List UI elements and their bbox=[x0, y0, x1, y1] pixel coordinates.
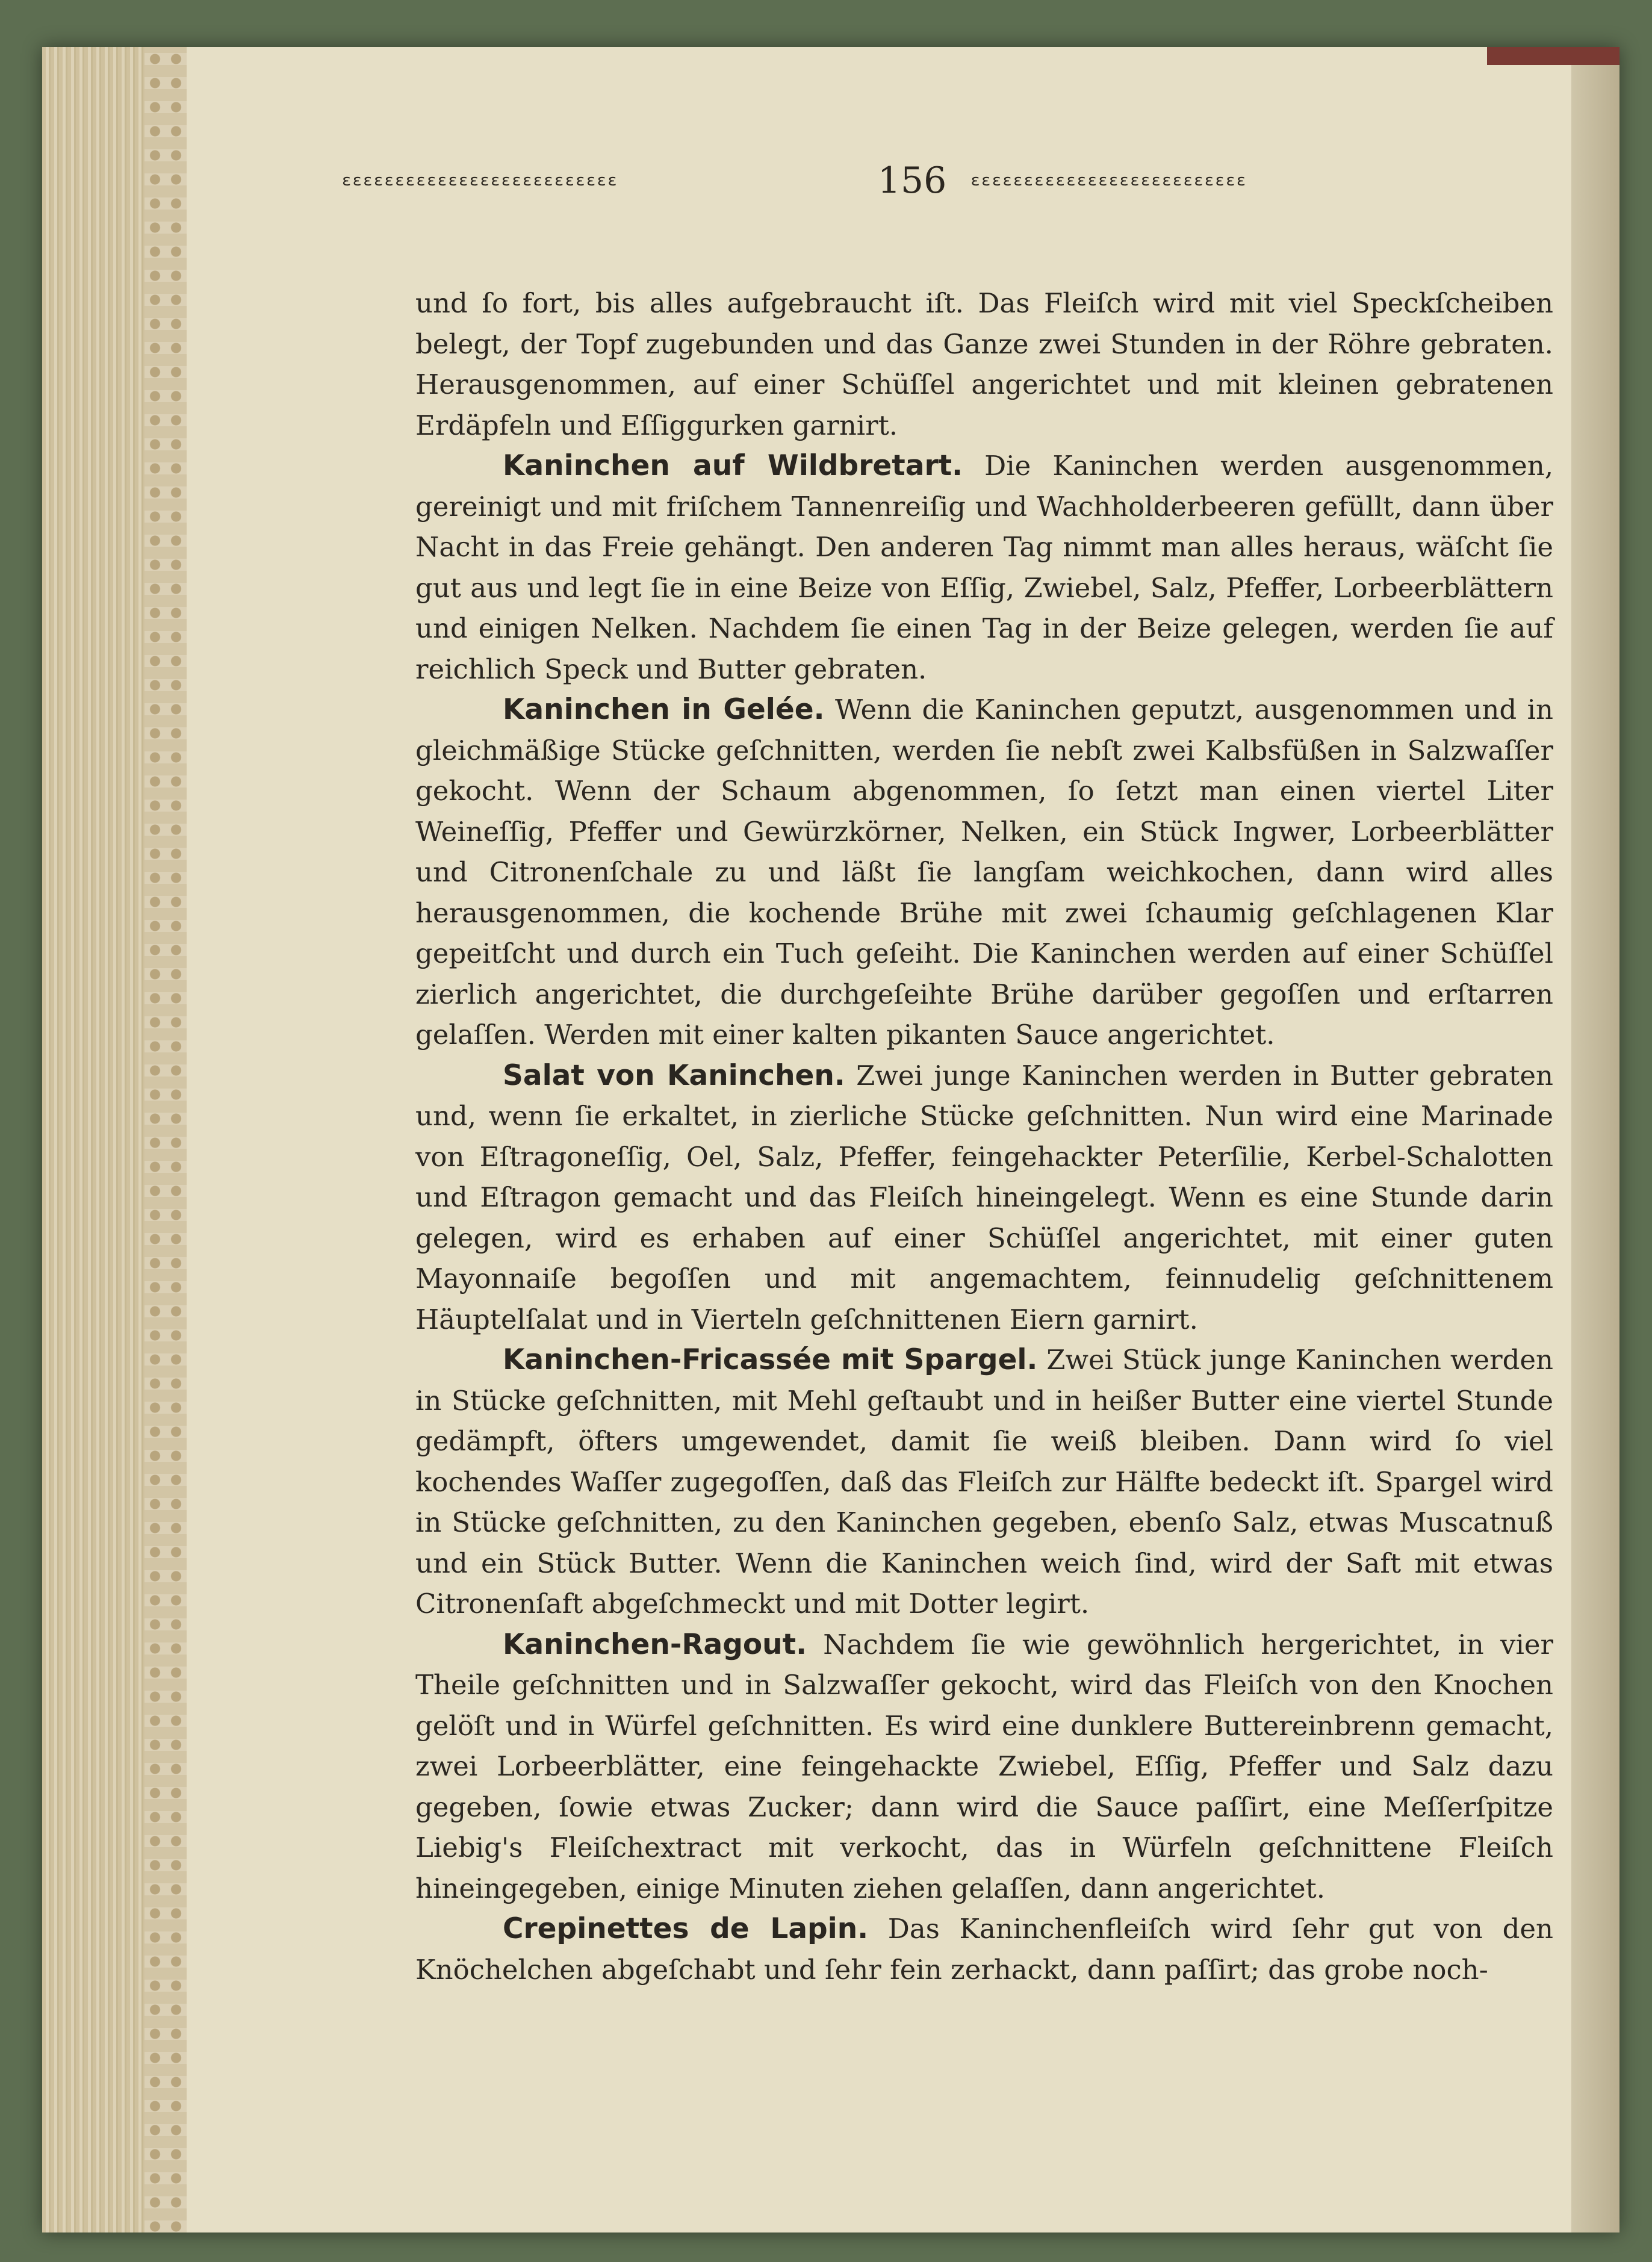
recipe-text: Wenn die Kaninchen geputzt, ausgenommen und in gleichmäßige Stücke geſchnitten, werden ſie nebſt zwei Kalbsfüßen in Salzwaſſer gekocht. Wenn der Schaum abgenommen, ſo ſetzt man einen viertel Liter Weineſſig, Pfeffer und Gewürzkörner, Nelken, ein Stück Ingwer, Lorbeerblätter und Citronenſchale zu und läßt ſie langſam weichkochen, dann wird alles herausgenommen, die kochende Brühe mit zwei ſchaumig geſchlagenen Klar gepeitſcht und durch ein Tuch geſeiht. Die Kaninchen werden auf einer Schüſſel zierlich angerichtet, die durchgeſeihte Brühe darüber gegoſſen und erſtarren gelaſſen. Werden mit einer kalten pikanten Sauce angerichtet. bbox=[415, 694, 1553, 1051]
page-edges bbox=[42, 47, 146, 2232]
recipe-title: Kaninchen-Fricassée mit Spargel. bbox=[503, 1343, 1038, 1376]
recipe-paragraph bbox=[415, 1340, 1553, 1624]
recipe-text: Nachdem ſie wie gewöhnlich hergerichtet, in vier Theile geſchnitten und in Salzwaſſer gekocht, wird das Fleiſch von den Knochen gelöſt und in Würfel geſchnitten. Es wird eine dunklere Buttereinbrenn gemacht, zwei Lorbeerblätter, eine feingehackte Zwiebel, Eſſig, Pfeffer und Salz dazu gegeben, ſowie etwas Zucker; dann wird die Sauce paſſirt, eine Meſſerſpitze Liebig's Fleiſchextract mit verkocht, das in Würfeln geſchnittene Fleiſch hineingegeben, einige Minuten ziehen gelaſſen, dann angerichtet. bbox=[415, 1628, 1553, 1904]
page-number: 156 bbox=[877, 160, 947, 202]
recipe-paragraph bbox=[415, 446, 1553, 689]
marbled-edge bbox=[144, 47, 187, 2232]
recipe-title: Kaninchen in Gelée. bbox=[503, 693, 825, 726]
recipe-title: Salat von Kaninchen. bbox=[503, 1058, 845, 1092]
recipe-text: Das Kaninchenfleiſch wird ſehr gut von den Knöchelchen abgeſchabt und ſehr fein zerhackt, dann paſſirt; das grobe noch- bbox=[415, 1913, 1553, 1986]
recipe-title: Kaninchen auf Wildbretart. bbox=[503, 449, 963, 482]
recipe-title: Kaninchen-Ragout. bbox=[503, 1627, 807, 1661]
header-ornament-right: ɛɛɛɛɛɛɛɛɛɛɛɛɛɛɛɛɛɛɛɛɛɛɛɛɛɛ bbox=[970, 172, 1247, 190]
recipe-title: Crepinettes de Lapin. bbox=[503, 1912, 869, 1945]
recipe-text: Die Kaninchen werden ausgenommen, gereinigt und mit friſchem Tannenreiſig und Wachholderbeeren gefüllt, dann über Nacht in das Freie gehängt. Den anderen Tag nimmt man alles heraus, wäſcht ſie gut aus und legt ſie in eine Beize von Eſſig, Zwiebel, Salz, Pfeffer, Lorbeerblättern und einigen Nelken. Nachdem ſie einen Tag in der Beize gelegen, werden ſie auf reichlich Speck und Butter gebraten. bbox=[415, 450, 1554, 685]
page-header bbox=[265, 144, 1559, 217]
header-ornament-left: ɛɛɛɛɛɛɛɛɛɛɛɛɛɛɛɛɛɛɛɛɛɛɛɛɛɛ bbox=[341, 172, 618, 190]
body-text bbox=[415, 283, 1553, 1990]
recipe-paragraph bbox=[415, 689, 1553, 1055]
right-page-edge bbox=[1571, 47, 1619, 2232]
bookmark-strip bbox=[1487, 47, 1619, 65]
recipe-text: Zwei Stück junge Kaninchen werden in Stücke geſchnitten, mit Mehl geſtaubt und in heißer Butter eine viertel Stunde gedämpft, öfters umgewendet, damit ſie weiß bleiben. Dann wird ſo viel kochendes Waſſer zugegoſſen, daß das Fleiſch zur Hälfte bedeckt iſt. Spargel wird in Stücke geſchnitten, zu den Kaninchen gegeben, ebenſo Salz, etwas Muscatnuß und ein Stück Butter. Wenn die Kaninchen weich ſind, wird der Saft mit etwas Citronenſaft abgeſchmeckt und mit Dotter legirt. bbox=[415, 1344, 1554, 1620]
recipe-paragraph bbox=[415, 1055, 1553, 1340]
recipe-paragraph bbox=[415, 1909, 1553, 1990]
recipe-text: Zwei junge Kaninchen werden in Butter gebraten und, wenn ſie erkaltet, in zierliche Stücke geſchnitten. Nun wird eine Marinade von Eſtragoneſſig, Oel, Salz, Pfeffer, feingehackter Peterſilie, Kerbel-Schalotten und Eſtragon gemacht und das Fleiſch hineingelegt. Wenn es eine Stunde darin gelegen, wird es erhaben auf einer Schüſſel angerichtet, mit einer guten Mayonnaiſe begoſſen und mit angemachtem, feinnudelig geſchnittenem Häuptelſalat und in Vierteln geſchnittenen Eiern garnirt. bbox=[415, 1059, 1553, 1335]
continuation-paragraph: und ſo fort, bis alles aufgebraucht iſt. Das Fleiſch wird mit viel Speckſcheiben belegt, der Topf zugebunden und das Ganze zwei Stunden in der Röhre gebraten. Herausgenommen, auf einer Schüſſel angerichtet und mit kleinen gebratenen Erdäpfeln und Eſſiggurken garnirt. bbox=[415, 287, 1553, 441]
recipe-paragraph bbox=[415, 1624, 1553, 1909]
